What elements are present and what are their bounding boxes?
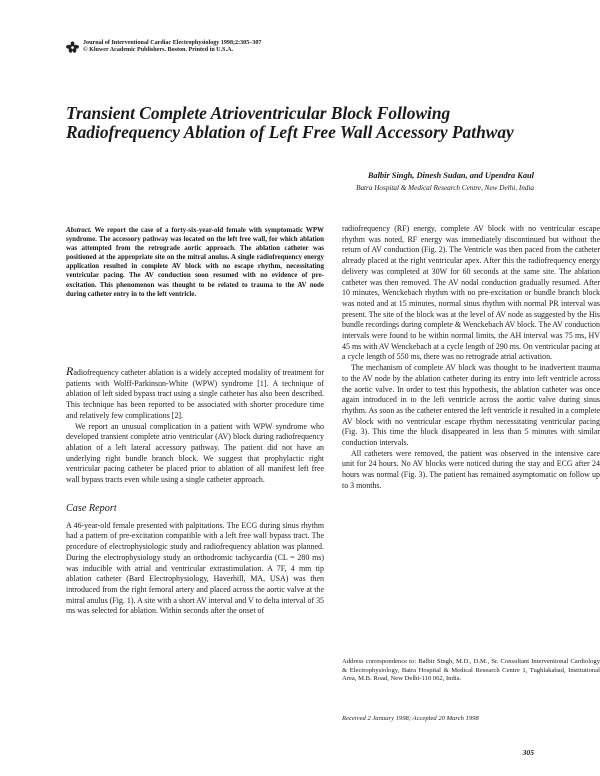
intro-paragraph-1	[66, 364, 324, 422]
case-paragraph-1: A 46-year-old female presented with palpitations. The ECG during sinus rhythm had a pattern of pre-excitation compatible with a left free wall bypass tract. The procedure of electrophysiologic study and radiofrequency ablation was planned. During the electrophysiology study an orthodromic tachycardia (CL = 280 ms) was inducible with atrial and ventricular extrastimulation. A 7F, 4 mm tip ablation catheter (Bard Electrophysiology, Haverhill, MA, USA) was then introduced from the right femoral artery and placed across the aortic valve at the mitral anulus (Fig. 1). A site with a short AV interval and V to delta interval of 35 ms was selected for ablation. Within seconds after the onset of	[66, 520, 325, 616]
section-heading-case-report: Case Report	[66, 502, 117, 514]
article-title: Transient Complete Atrioventricular Block Following Radiofrequency Ablation of Left Free Wall Accessory Pathway	[66, 103, 514, 142]
case-paragraph-4: All catheters were removed, the patient was observed in the intensive care unit for 24 hours. No AV blocks were noticed during the stay and ECG after 24 hours was normal (Fig. 3). The patient has remained asymptomatic on follow up to 3 months.	[342, 448, 600, 490]
abstract-label: Abstract.	[66, 226, 92, 234]
correspondence-footnote: Address correspondence to: Balbir Singh, M.D., D.M., Sr. Consultant Interventional Cardiology & Electrophysiology, Batra Hospital & Medical Research Centre 1, Tughlakabad, Institutional Area, M.B. Road, New Delhi-110 062, India.	[342, 658, 600, 682]
abstract-text: We report the case of a forty-six-year-old female with symptomatic WPW syndrome. The accessory pathway was located on the left free wall, for which ablation was attempted from the retrograde aortic approach. The ablation catheter was positioned at the appropriate site on the mitral anulus. A single radiofrequency energy application resulted in complete AV block with no escape rhythm, necessitating ventricular pacing. The AV conduction soon resumed with no evidence of pre-excitation. This phenomenon was thought to be related to trauma to the AV node during catheter entry in to the left ventricle.	[66, 226, 324, 298]
kluwer-flower-icon	[66, 41, 79, 54]
journal-header	[66, 40, 366, 55]
case-paragraph-2: radiofrequency (RF) energy, complete AV block with no ventricular escape rhythm was noted, RF energy was immediately discontinued but without the return of AV conduction (Fig. 2). The Ventricle was then paced from the catheter already placed at the right ventricular apex. After this the radiofrequency energy delivery was completed at 30W for 60 seconds at the same site. The ablation catheter was then removed. The AV nodal conduction gradually resumed. After 10 minutes, Wenckebach rhythm with no pre-excitation or bundle branch block was noted and at 15 minutes, normal sinus rhythm with normal PR interval was present. The site of the block was at the level of AV node as suggested by the His bundle recordings during complete & Wenckebach AV block. The AV conduction intervals were found to be within normal limits, the AH interval was 75 ms, HV 45 ms with AV Wenckebach at a cycle length of 290 ms. On ventricular pacing at a cycle length of 550 ms, there was no retrograde atrial activation.	[342, 224, 600, 362]
intro-paragraph-1-text: adiofrequency catheter ablation is a widely accepted modality of treatment for patients with Wolff-Parkinson-White (WPW) syndrome [1]. A technique of ablation of left sided bypass tract using a single catheter has also been described. This technique has been reported to be associated with shorter procedure time and relatively few complications [2].	[66, 368, 324, 420]
left-column	[66, 364, 325, 617]
drop-cap: R	[66, 364, 74, 378]
case-paragraph-3: The mechanism of complete AV block was thought to be inadvertent trauma to the AV node by the ablation catheter during its entry into left ventricle across the aortic valve. In order to test this hypothesis, the ablation catheter was once again introduced in to the left ventricle across the aortic valve during sinus rhythm. As soon as the catheter entered the left ventricle it resulted in a complete AV block with no ventricular escape rhythm necessitating ventricular pacing (Fig. 3). This time the block disappeared in less than 5 minutes with similar conduction intervals.	[342, 363, 600, 448]
right-column	[342, 224, 600, 492]
received-dates: Received 2 January 1998; Accepted 20 March 1998	[342, 715, 479, 722]
article-authors: Balbir Singh, Dinesh Sudan, and Upendra Kaul	[367, 171, 534, 180]
journal-citation: Journal of Interventional Cardiac Electrophysiology 1998;2:305–307	[83, 40, 262, 46]
page-number: 305	[522, 748, 534, 757]
publisher-notice: © Kluwer Academic Publishers. Boston. Printed in U.S.A.	[83, 47, 234, 54]
intro-paragraph-2: We report an unusual complication in a patient with WPW syndrome who developed transient complete atrio ventricular (AV) block during radiofrequency ablation of a left lateral accessory pathway. The patient did not have an underlying right bundle branch block. We suggest that prophylactic right ventricular pacing catheter be placed prior to ablation of all manifest left free wall bypass tracts even while using a single catheter approach.	[66, 421, 324, 485]
author-affiliation: Batra Hospital & Medical Research Centre, New Delhi, India	[356, 184, 534, 192]
abstract	[66, 226, 324, 299]
